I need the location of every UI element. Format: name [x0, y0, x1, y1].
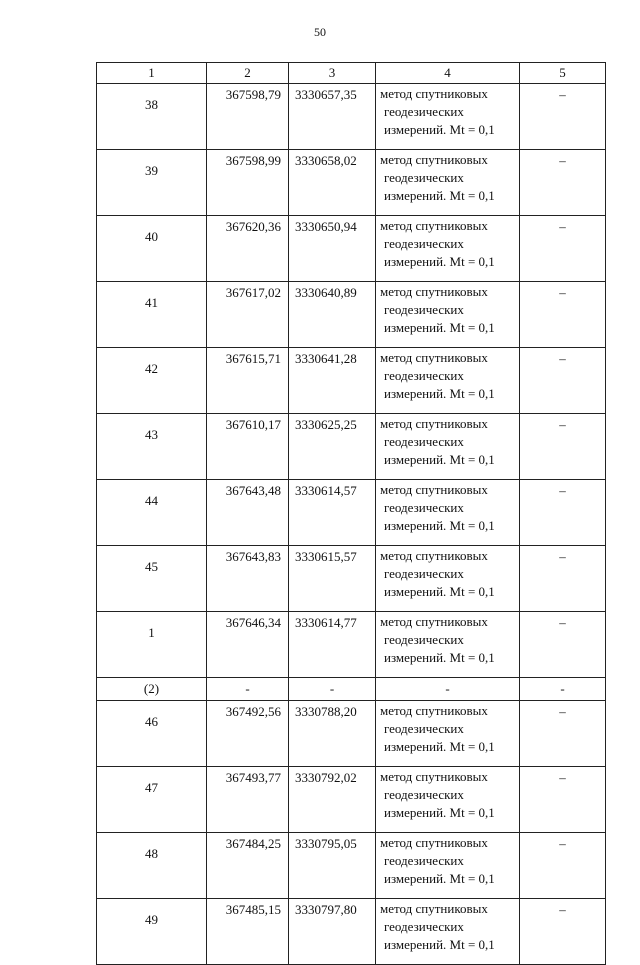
table-row — [97, 546, 606, 612]
table-row — [97, 612, 606, 678]
table-row — [97, 701, 606, 767]
method-cell — [376, 767, 520, 833]
x-coordinate-cell: 367598,99 — [207, 150, 289, 216]
table-row — [97, 84, 606, 150]
method-cell — [376, 612, 520, 678]
point-number-cell: 43 — [97, 414, 207, 480]
method-text-line: измерений. Mt = 0,1 — [384, 452, 495, 467]
y-coordinate-cell: 3330792,02 — [289, 767, 376, 833]
method-text-line: метод спутниковых — [380, 152, 488, 167]
method-text-line: измерений. Mt = 0,1 — [384, 937, 495, 952]
x-coordinate-cell: 367646,34 — [207, 612, 289, 678]
note-cell: – — [520, 767, 606, 833]
y-coordinate-cell: 3330650,94 — [289, 216, 376, 282]
note-cell: – — [520, 833, 606, 899]
point-number-cell: 39 — [97, 150, 207, 216]
y-coordinate-cell: 3330797,80 — [289, 899, 376, 965]
method-text-line: измерений. Mt = 0,1 — [384, 320, 495, 335]
method-text-line: геодезических — [384, 632, 464, 647]
note-cell: – — [520, 701, 606, 767]
column-header: 1 — [97, 63, 207, 84]
note-cell: – — [520, 899, 606, 965]
method-cell — [376, 348, 520, 414]
method-text-line: метод спутниковых — [380, 614, 488, 629]
y-coordinate-cell: 3330658,02 — [289, 150, 376, 216]
method-text-line: измерений. Mt = 0,1 — [384, 518, 495, 533]
column-header: 2 — [207, 63, 289, 84]
table-row — [97, 150, 606, 216]
method-text-line: измерений. Mt = 0,1 — [384, 584, 495, 599]
note-cell: – — [520, 84, 606, 150]
table-row — [97, 480, 606, 546]
method-text-line: геодезических — [384, 721, 464, 736]
method-text-line: геодезических — [384, 302, 464, 317]
method-cell — [376, 480, 520, 546]
method-cell — [376, 282, 520, 348]
method-text-line: измерений. Mt = 0,1 — [384, 805, 495, 820]
method-text-line: метод спутниковых — [380, 284, 488, 299]
method-text-line: метод спутниковых — [380, 86, 488, 101]
method-cell — [376, 833, 520, 899]
method-text-line: метод спутниковых — [380, 703, 488, 718]
separator-cell: (2) — [97, 678, 207, 701]
point-number-cell: 46 — [97, 701, 207, 767]
point-number-cell: 45 — [97, 546, 207, 612]
contour-separator-row — [97, 678, 606, 701]
note-cell: – — [520, 150, 606, 216]
method-text-line: геодезических — [384, 853, 464, 868]
point-number-cell: 47 — [97, 767, 207, 833]
page-number: 50 — [314, 25, 326, 39]
table-row — [97, 899, 606, 965]
x-coordinate-cell: 367643,48 — [207, 480, 289, 546]
method-text-line: измерений. Mt = 0,1 — [384, 188, 495, 203]
method-text-line: геодезических — [384, 787, 464, 802]
note-cell: – — [520, 216, 606, 282]
method-text-line: геодезических — [384, 368, 464, 383]
method-text-line: геодезических — [384, 236, 464, 251]
point-number-cell: 48 — [97, 833, 207, 899]
method-cell — [376, 414, 520, 480]
method-cell — [376, 150, 520, 216]
table-row — [97, 767, 606, 833]
method-text-line: метод спутниковых — [380, 769, 488, 784]
separator-cell: - — [289, 678, 376, 701]
note-cell: – — [520, 612, 606, 678]
method-text-line: геодезических — [384, 170, 464, 185]
x-coordinate-cell: 367484,25 — [207, 833, 289, 899]
method-text-line: геодезических — [384, 104, 464, 119]
y-coordinate-cell: 3330615,57 — [289, 546, 376, 612]
table-row — [97, 282, 606, 348]
method-cell — [376, 701, 520, 767]
method-cell — [376, 899, 520, 965]
method-text-line: метод спутниковых — [380, 901, 488, 916]
y-coordinate-cell: 3330657,35 — [289, 84, 376, 150]
y-coordinate-cell: 3330788,20 — [289, 701, 376, 767]
y-coordinate-cell: 3330625,25 — [289, 414, 376, 480]
note-cell: – — [520, 480, 606, 546]
method-text-line: измерений. Mt = 0,1 — [384, 122, 495, 137]
x-coordinate-cell: 367610,17 — [207, 414, 289, 480]
x-coordinate-cell: 367617,02 — [207, 282, 289, 348]
method-text-line: метод спутниковых — [380, 416, 488, 431]
x-coordinate-cell: 367492,56 — [207, 701, 289, 767]
coordinates-table — [96, 62, 606, 965]
y-coordinate-cell: 3330614,57 — [289, 480, 376, 546]
y-coordinate-cell: 3330640,89 — [289, 282, 376, 348]
point-number-cell: 41 — [97, 282, 207, 348]
point-number-cell: 49 — [97, 899, 207, 965]
method-text-line: геодезических — [384, 500, 464, 515]
method-text-line: метод спутниковых — [380, 548, 488, 563]
column-header: 3 — [289, 63, 376, 84]
method-cell — [376, 546, 520, 612]
point-number-cell: 42 — [97, 348, 207, 414]
point-number-cell: 1 — [97, 612, 207, 678]
method-text-line: измерений. Mt = 0,1 — [384, 739, 495, 754]
separator-cell: - — [376, 678, 520, 701]
x-coordinate-cell: 367615,71 — [207, 348, 289, 414]
x-coordinate-cell: 367643,83 — [207, 546, 289, 612]
separator-cell: - — [520, 678, 606, 701]
method-text-line: геодезических — [384, 434, 464, 449]
column-header: 4 — [376, 63, 520, 84]
method-text-line: геодезических — [384, 566, 464, 581]
point-number-cell: 44 — [97, 480, 207, 546]
column-header: 5 — [520, 63, 606, 84]
x-coordinate-cell: 367598,79 — [207, 84, 289, 150]
note-cell: – — [520, 546, 606, 612]
table-row — [97, 216, 606, 282]
method-text-line: измерений. Mt = 0,1 — [384, 386, 495, 401]
method-text-line: измерений. Mt = 0,1 — [384, 871, 495, 886]
table-row — [97, 414, 606, 480]
method-text-line: метод спутниковых — [380, 482, 488, 497]
note-cell: – — [520, 348, 606, 414]
method-text-line: метод спутниковых — [380, 350, 488, 365]
note-cell: – — [520, 282, 606, 348]
y-coordinate-cell: 3330795,05 — [289, 833, 376, 899]
table-row — [97, 348, 606, 414]
x-coordinate-cell: 367493,77 — [207, 767, 289, 833]
x-coordinate-cell: 367620,36 — [207, 216, 289, 282]
note-cell: – — [520, 414, 606, 480]
separator-cell: - — [207, 678, 289, 701]
method-text-line: метод спутниковых — [380, 835, 488, 850]
method-text-line: геодезических — [384, 919, 464, 934]
method-text-line: измерений. Mt = 0,1 — [384, 254, 495, 269]
table-header-row — [97, 63, 606, 84]
y-coordinate-cell: 3330641,28 — [289, 348, 376, 414]
method-text-line: метод спутниковых — [380, 218, 488, 233]
method-cell — [376, 84, 520, 150]
method-cell — [376, 216, 520, 282]
table-row — [97, 833, 606, 899]
point-number-cell: 38 — [97, 84, 207, 150]
y-coordinate-cell: 3330614,77 — [289, 612, 376, 678]
x-coordinate-cell: 367485,15 — [207, 899, 289, 965]
method-text-line: измерений. Mt = 0,1 — [384, 650, 495, 665]
point-number-cell: 40 — [97, 216, 207, 282]
